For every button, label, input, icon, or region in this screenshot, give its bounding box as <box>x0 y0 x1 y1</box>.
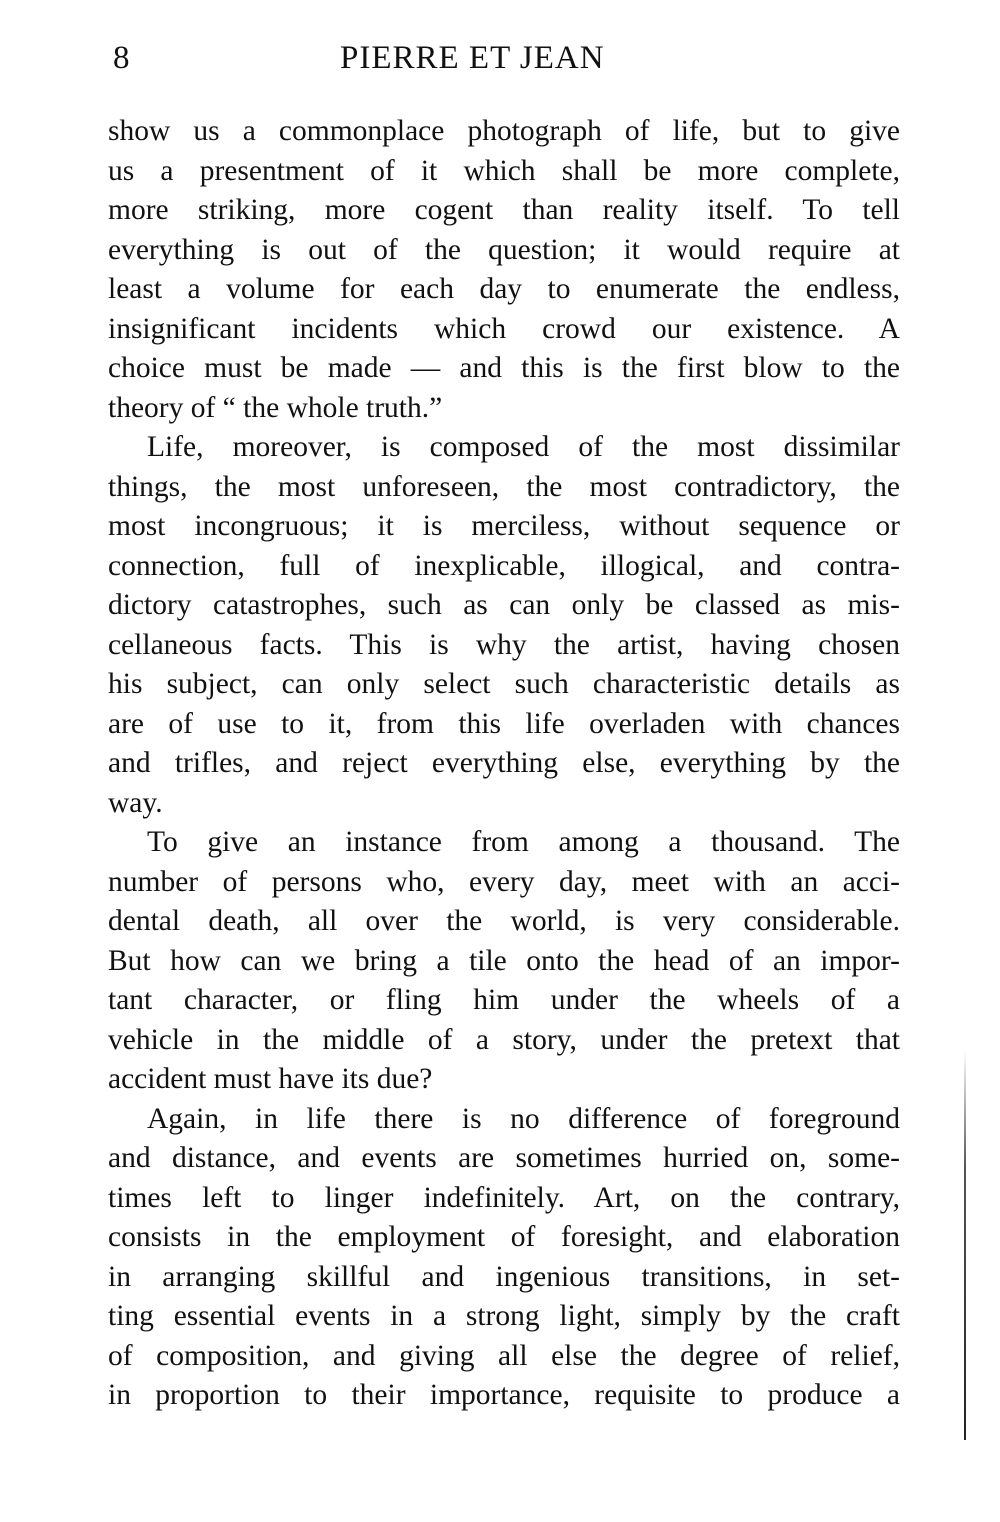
text-line: choice must be made — and this is the first blow to the <box>108 352 900 384</box>
text-line: of composition, and giving all else the degree of relief, <box>108 1339 900 1372</box>
text-line: insignificant incidents which crowd our existence. A <box>108 312 900 345</box>
text-line: things, the most unforeseen, the most contradictory, the <box>108 470 900 503</box>
text-line: everything is out of the question; it would require at <box>108 233 900 266</box>
scan-edge-line <box>964 1050 966 1440</box>
text-line: number of persons who, every day, meet with an acci- <box>108 865 900 898</box>
text-line: us a presentment of it which shall be more complete, <box>108 154 900 187</box>
text-line: his subject, can only select such characteristic details as <box>108 668 900 700</box>
text-line: dictory catastrophes, such as can only be classed as mis- <box>108 589 900 621</box>
text-line: more striking, more cogent than reality itself. To tell <box>108 194 900 226</box>
text-line: dental death, all over the world, is very considerable. <box>108 905 900 937</box>
text-line: way. <box>108 786 163 819</box>
text-line: and trifles, and reject everything else, everything by the <box>108 747 900 779</box>
page-number: 8 <box>113 40 130 76</box>
text-line: and distance, and events are sometimes hurried on, some- <box>108 1142 900 1174</box>
text-line: vehicle in the middle of a story, under the pretext that <box>108 1023 900 1056</box>
text-line: are of use to it, from this life overladen with chances <box>108 707 900 740</box>
text-line: least a volume for each day to enumerate the endless, <box>108 273 900 305</box>
text-line: theory of “ the whole truth.” <box>108 391 443 424</box>
text-line: consists in the employment of foresight, and elaboration <box>108 1221 900 1253</box>
text-line: Again, in life there is no difference of foreground <box>147 1102 900 1135</box>
text-line: in proportion to their importance, requisite to produce a <box>108 1379 900 1411</box>
text-line: in arranging skillful and ingenious transitions, in set- <box>108 1260 900 1293</box>
text-line: show us a commonplace photograph of life, but to give <box>108 115 900 147</box>
text-line: most incongruous; it is merciless, without sequence or <box>108 510 900 542</box>
text-line: tant character, or fling him under the wheels of a <box>108 984 900 1016</box>
text-line: Life, moreover, is composed of the most dissimilar <box>147 431 900 463</box>
running-title: PIERRE ET JEAN <box>340 40 605 76</box>
text-line: But how can we bring a tile onto the head of an impor- <box>108 944 900 977</box>
text-line: To give an instance from among a thousand. The <box>147 826 900 858</box>
text-line: connection, full of inexplicable, illogical, and contra- <box>108 549 900 582</box>
text-line: accident must have its due? <box>108 1063 433 1095</box>
text-line: times left to linger indefinitely. Art, on the contrary, <box>108 1181 900 1214</box>
text-line: ting essential events in a strong light, simply by the craft <box>108 1300 900 1332</box>
body-text <box>108 112 900 1416</box>
text-line: cellaneous facts. This is why the artist, having chosen <box>108 628 900 661</box>
